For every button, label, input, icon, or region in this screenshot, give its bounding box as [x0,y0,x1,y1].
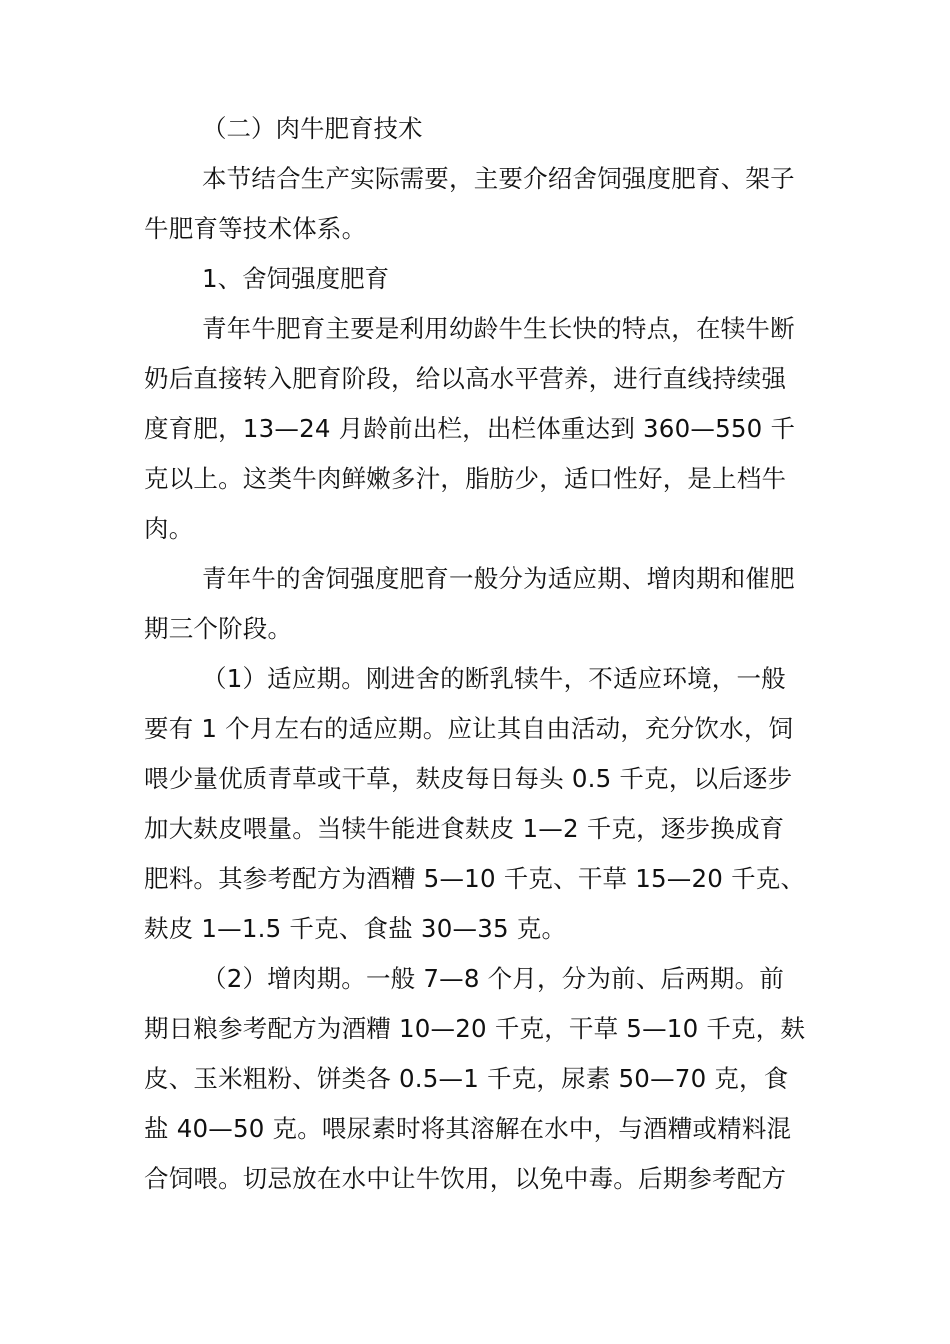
paragraph-intro [144,154,808,254]
text-line: （1）适应期。刚进舍的断乳犊牛，不适应环境，一般 [202,664,786,693]
text-line: 盐 40—50 克。喂尿素时将其溶解在水中，与酒糟或精料混 [144,1114,792,1143]
text-line: 牛肥育等技术体系。 [144,214,367,243]
text-line: 喂少量优质青草或干草，麸皮每日每头 0.5 千克，以后逐步 [144,764,793,793]
text-line: 青年牛的舍饲强度肥育一般分为适应期、增肉期和催肥 [202,564,795,593]
paragraph-growth [144,954,808,1204]
subsection-heading: 1、舍饲强度肥育 [202,264,390,293]
text-line: 本节结合生产实际需要，主要介绍舍饲强度肥育、架子 [202,164,795,193]
text-line: 度育肥，13—24 月龄前出栏，出栏体重达到 360—550 千 [144,414,796,443]
text-line: 合饲喂。切忌放在水中让牛饮用，以免中毒。后期参考配方 [144,1164,787,1193]
text-line: 肉。 [144,514,194,543]
text-line: 肥料。其参考配方为酒糟 5—10 千克、干草 15—20 千克、 [144,864,806,893]
text-line: 要有 1 个月左右的适应期。应让其自由活动，充分饮水，饲 [144,714,794,743]
text-line: 奶后直接转入肥育阶段，给以高水平营养，进行直线持续强 [144,364,787,393]
text-line: 麸皮 1—1.5 千克、食盐 30—35 克。 [144,914,567,943]
paragraph-adaptation [144,654,808,954]
text-line: 皮、玉米粗粉、饼类各 0.5—1 千克，尿素 50—70 克，食 [144,1064,789,1093]
text-line: （2）增肉期。一般 7—8 个月，分为前、后两期。前 [202,964,785,993]
text-line: 青年牛肥育主要是利用幼龄牛生长快的特点，在犊牛断 [202,314,795,343]
paragraph-stages [144,554,808,654]
section-heading: （二）肉牛肥育技术 [202,114,423,143]
text-line: 克以上。这类牛肉鲜嫩多汁，脂肪少，适口性好，是上档牛 [144,464,787,493]
text-line: 期三个阶段。 [144,614,293,643]
text-line: 加大麸皮喂量。当犊牛能进食麸皮 1—2 千克，逐步换成育 [144,814,785,843]
document-body [144,104,808,1204]
paragraph-youth-cattle [144,304,808,554]
text-line: 期日粮参考配方为酒糟 10—20 千克，干草 5—10 千克，麸 [144,1014,806,1043]
